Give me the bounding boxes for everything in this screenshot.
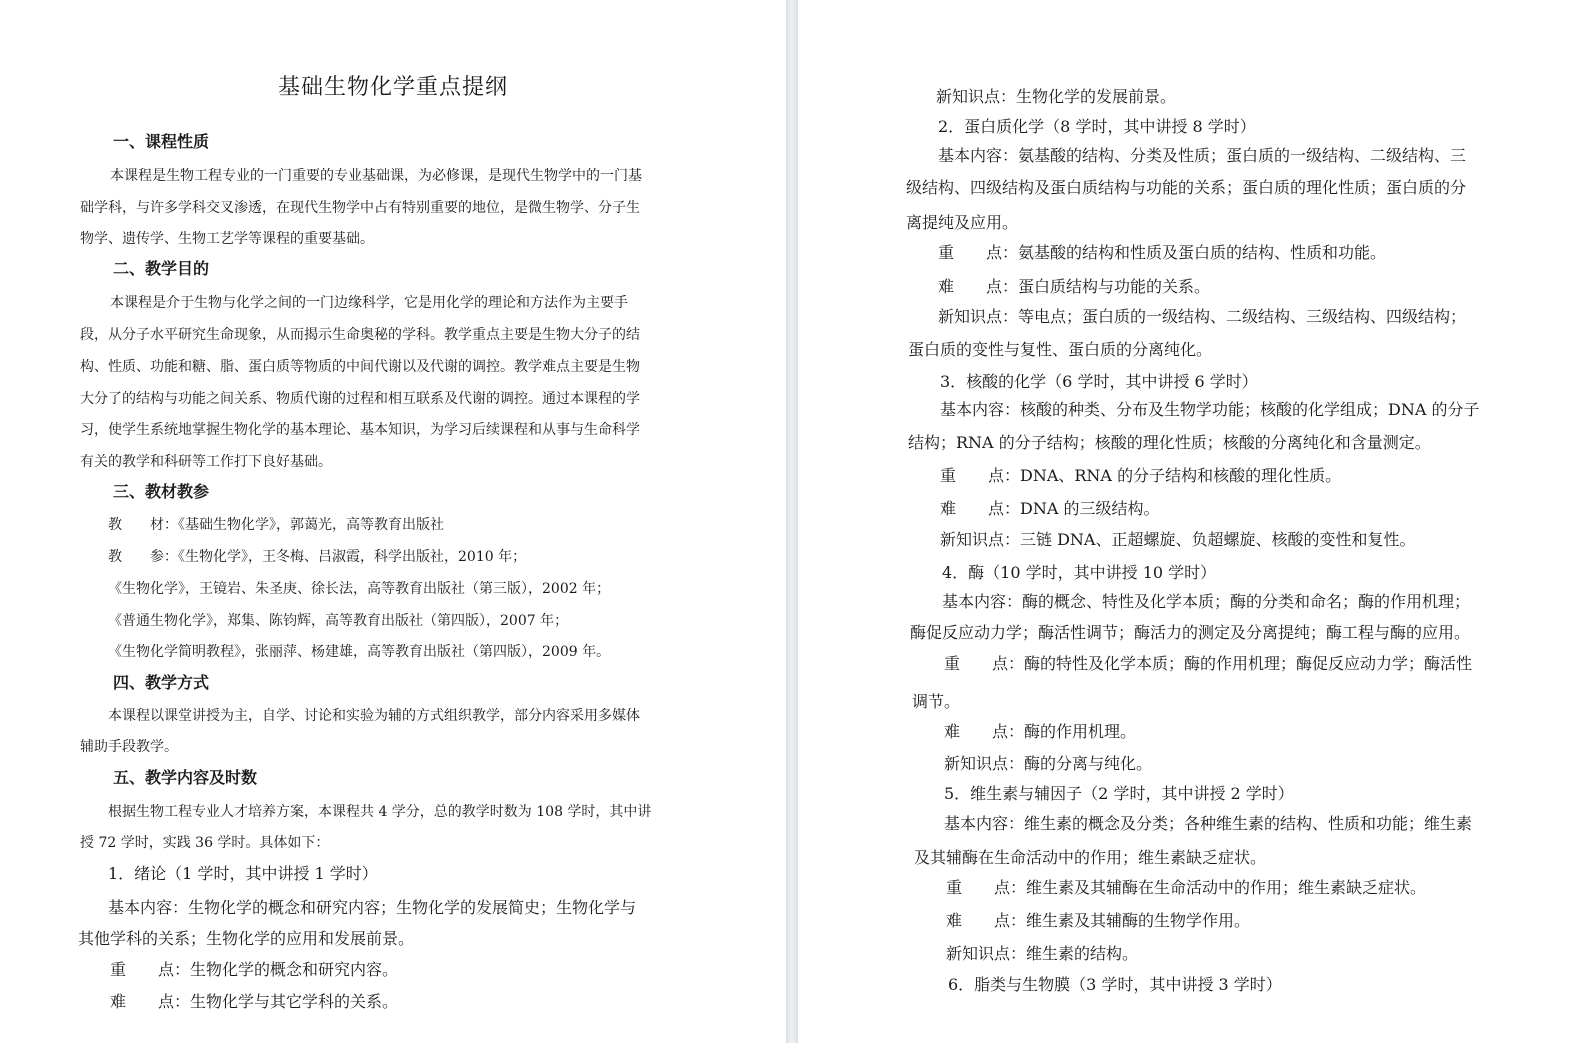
section-heading-methods: 四、教学方式 [113, 673, 210, 692]
paragraph-line: 基本内容：酶的概念、特性及化学本质；酶的分类和命名；酶的作用机理； [942, 592, 1471, 611]
key-point-line: 重 点：氨基酸的结构和性质及蛋白质的结构、性质和功能。 [938, 243, 1387, 262]
chapter-title: 1．绪论（1 学时，其中讲授 1 学时） [108, 864, 378, 883]
new-knowledge-line: 新知识点：三链 DNA、正超螺旋、负超螺旋、核酸的变性和复性。 [940, 530, 1416, 549]
paragraph-line: 物学、遗传学、生物工艺学等课程的重要基础。 [80, 231, 374, 247]
paragraph-line: 授 72 学时，实践 36 学时。具体如下： [80, 835, 330, 851]
key-point-line: 重 点：维生素及其辅酶在生命活动中的作用；维生素缺乏症状。 [946, 878, 1427, 897]
difficulty-line: 难 点：酶的作用机理。 [944, 722, 1137, 741]
chapter-title: 2．蛋白质化学（8 学时，其中讲授 8 学时） [938, 117, 1256, 136]
section-heading-nature: 一、课程性质 [113, 132, 210, 151]
difficulty-value: 生物化学与其它学科的关系。 [190, 992, 399, 1011]
paragraph-line: 级结构、四级结构及蛋白质结构与功能的关系；蛋白质的理化性质；蛋白质的分 [906, 178, 1467, 197]
paragraph-line: 辅助手段教学。 [80, 739, 178, 755]
difficulty-line [110, 992, 398, 1012]
new-knowledge-line: 新知识点：维生素的结构。 [946, 944, 1139, 963]
paragraph-line: 基本内容：氨基酸的结构、分类及性质；蛋白质的一级结构、二级结构、三 [938, 146, 1467, 165]
new-knowledge-line: 蛋白质的变性与复性、蛋白质的分离纯化。 [908, 340, 1213, 359]
paragraph-line: 大分了的结构与功能之间关系、物质代谢的过程和相互联系及代谢的调控。通过本课程的学 [80, 391, 640, 407]
difficulty-line: 难 点：DNA 的三级结构。 [940, 499, 1160, 518]
paragraph-line: 本课程以课堂讲授为主，自学、讨论和实验为辅的方式组织教学，部分内容采用多媒体 [108, 708, 640, 724]
new-knowledge-line: 新知识点：等电点；蛋白质的一级结构、二级结构、三级结构、四级结构； [938, 307, 1467, 326]
paragraph-line: 本课程是生物工程专业的一门重要的专业基础课，为必修课，是现代生物学中的一门基 [110, 168, 642, 184]
paragraph-line: 有关的教学和科研等工作打下良好基础。 [80, 454, 332, 470]
chapter-title: 3．核酸的化学（6 学时，其中讲授 6 学时） [940, 372, 1258, 391]
document-page-right [798, 0, 1569, 1043]
key-point-line: 重 点：DNA、RNA 的分子结构和核酸的理化性质。 [940, 466, 1342, 485]
textbook-line [108, 515, 444, 535]
difficulty-line: 难 点：维生素及其辅酶的生物学作用。 [946, 911, 1251, 930]
paragraph-line: 基本内容：维生素的概念及分类；各种维生素的结构、性质和功能；维生素 [944, 814, 1473, 833]
key-value: 生物化学的概念和研究内容。 [190, 960, 399, 979]
chapter-title: 4．酶（10 学时，其中讲授 10 学时） [942, 563, 1217, 582]
textbook-value: 《基础生物化学》，郭蔼光，高等教育出版社 [178, 517, 444, 533]
paragraph-line: 其他学科的关系；生物化学的应用和发展前景。 [78, 929, 415, 948]
reference-line: 《生物化学》，王镜岩、朱圣庚、徐长法，高等教育出版社（第三版），2002 年； [108, 581, 611, 597]
paragraph-line: 本课程是介于生物与化学之间的一门边缘科学，它是用化学的理论和方法作为主要手 [110, 295, 628, 311]
key-point-line [110, 960, 398, 980]
new-knowledge-line: 新知识点：酶的分离与纯化。 [944, 754, 1153, 773]
paragraph-line: 及其辅酶在生命活动中的作用；维生素缺乏症状。 [914, 848, 1267, 867]
difficulty-line: 难 点：蛋白质结构与功能的关系。 [938, 277, 1211, 296]
paragraph-line: 离提纯及应用。 [906, 213, 1019, 232]
reference-line [108, 547, 526, 567]
reference-line: 《普通生物化学》，郑集、陈钧辉，高等教育出版社（第四版），2007 年； [108, 613, 569, 629]
paragraph-line: 习，使学生系统地掌握生物化学的基本理论、基本知识，为学习后续课程和从事与生命科学 [80, 422, 640, 438]
reference-label: 教 参： [108, 549, 178, 565]
paragraph-line: 酶促反应动力学；酶活性调节；酶活力的测定及分离提纯；酶工程与酶的应用。 [910, 623, 1471, 642]
key-label: 重 点： [110, 960, 191, 979]
key-point-line: 重 点：酶的特性及化学本质；酶的作用机理；酶促反应动力学；酶活性 [944, 654, 1473, 673]
new-knowledge-line: 新知识点：生物化学的发展前景。 [936, 87, 1177, 106]
paragraph-line: 基本内容：核酸的种类、分布及生物学功能；核酸的化学组成；DNA 的分子 [940, 400, 1480, 419]
key-point-line: 调节。 [912, 692, 961, 711]
paragraph-line: 段，从分子水平研究生命现象，从而揭示生命奥秘的学科。教学重点主要是生物大分子的结 [80, 327, 640, 343]
paragraph-line: 根据生物工程专业人才培养方案，本课程共 4 学分，总的教学时数为 108 学时，其中讲 [108, 804, 652, 820]
page-gutter [786, 0, 798, 1043]
section-heading-textbooks: 三、教材教参 [113, 482, 210, 501]
paragraph-line: 础学科，与许多学科交叉渗透，在现代生物学中占有特别重要的地位，是微生物学、分子生 [80, 200, 640, 216]
chapter-title: 6．脂类与生物膜（3 学时，其中讲授 3 学时） [948, 975, 1282, 994]
paragraph-line: 构、性质、功能和糖、脂、蛋白质等物质的中间代谢以及代谢的调控。教学难点主要是生物 [80, 359, 640, 375]
section-heading-purpose: 二、教学目的 [113, 259, 210, 278]
paragraph-line: 基本内容：生物化学的概念和研究内容；生物化学的发展简史；生物化学与 [108, 898, 637, 917]
section-heading-content: 五、教学内容及时数 [113, 768, 258, 787]
paragraph-line: 结构；RNA 的分子结构；核酸的理化性质；核酸的分离纯化和含量测定。 [908, 433, 1431, 452]
reference-value: 《生物化学》，王冬梅、吕淑霞，科学出版社，2010 年； [178, 549, 527, 565]
difficulty-label: 难 点： [110, 992, 191, 1011]
chapter-title: 5．维生素与辅因子（2 学时，其中讲授 2 学时） [944, 784, 1294, 803]
document-title: 基础生物化学重点提纲 [277, 75, 508, 100]
textbook-label: 教 材： [108, 517, 178, 533]
reference-line: 《生物化学简明教程》，张丽萍、杨建雄，高等教育出版社（第四版），2009 年。 [108, 644, 611, 660]
